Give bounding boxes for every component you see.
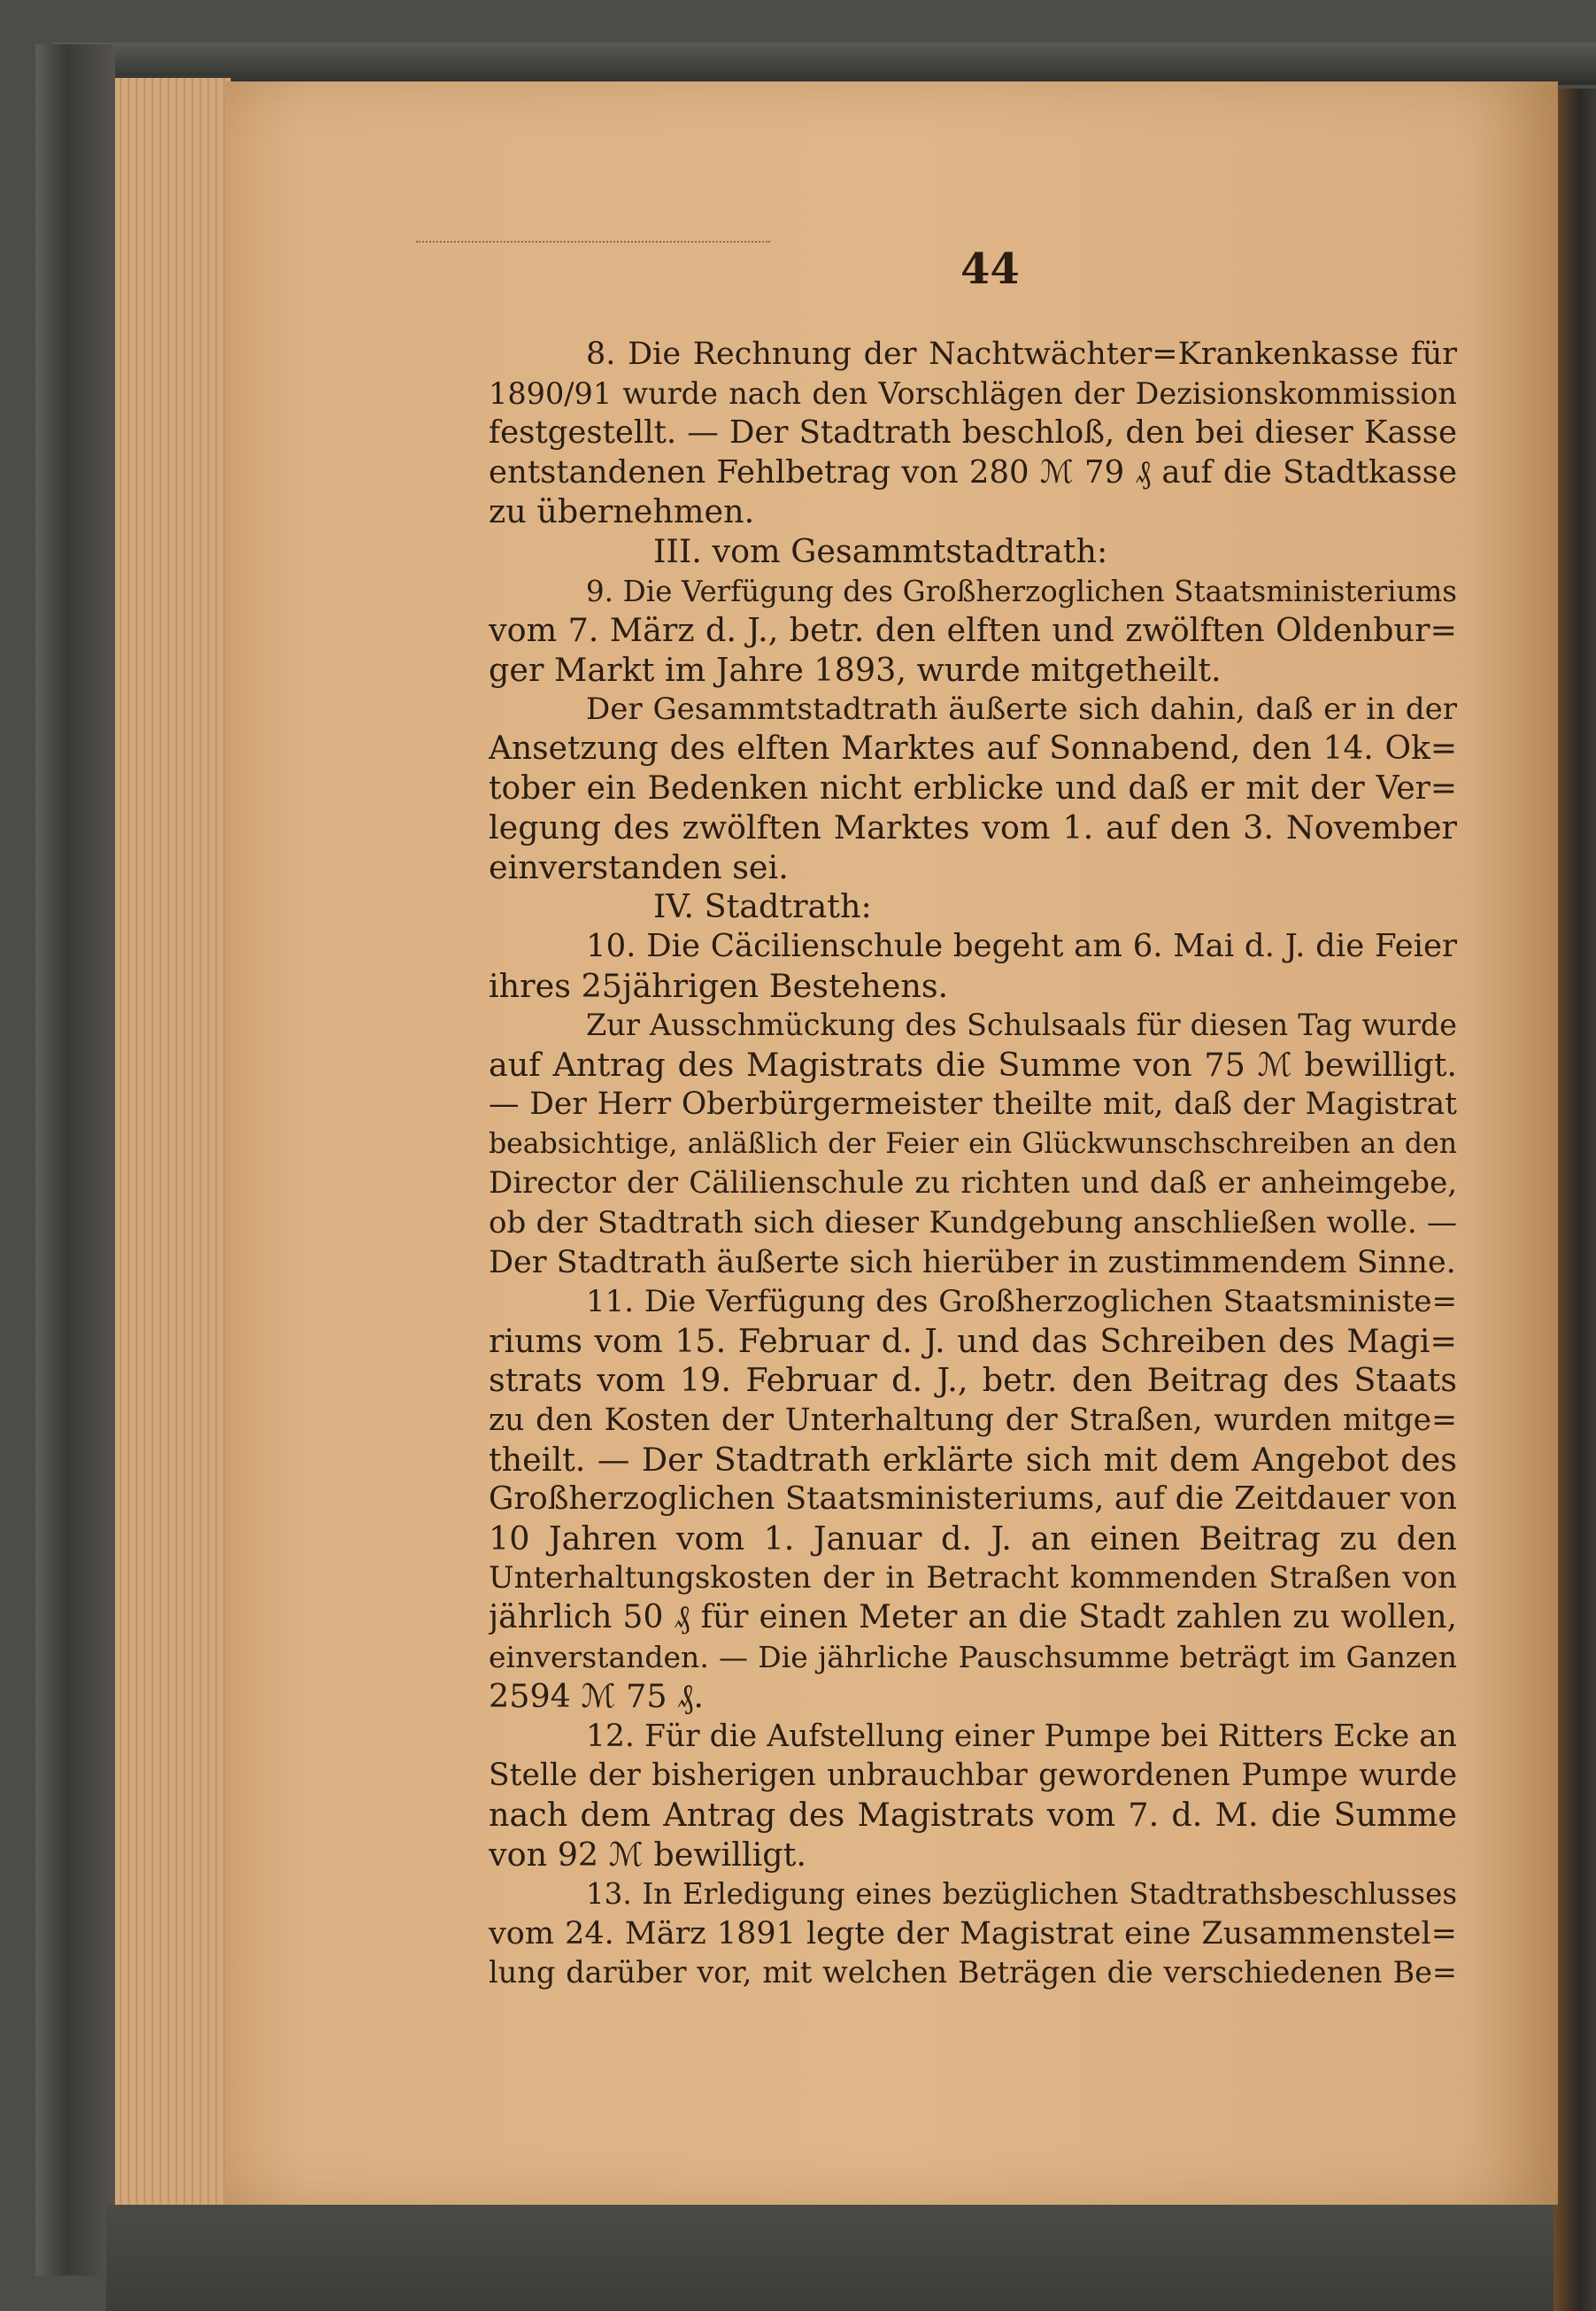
section-heading: III. vom Gesammtstadtrath: — [653, 531, 1108, 570]
text-line: einverstanden. — Die jährliche Pauschsumme beträgt im Ganzen — [489, 1639, 1457, 1674]
text-line: tober ein Bedenken nicht erblicke und daß er mit der Ver= — [489, 769, 1457, 807]
text-line: jährlich 50 ₰ für einen Meter an die Stadt zahlen zu wollen, — [489, 1599, 1457, 1635]
text-line: Der Gesammtstadtrath äußerte sich dahin, daß er in der — [586, 692, 1457, 728]
text-line: ob der Stadtrath sich dieser Kundgebung anschließen wolle. — — [489, 1205, 1457, 1241]
text-line: 13. In Erledigung eines bezüglichen Stadtrathsbeschlusses — [586, 1877, 1457, 1912]
text-line: 11. Die Verfügung des Großherzoglichen Staatsministe= — [586, 1284, 1457, 1320]
text-line: zu den Kosten der Unterhaltung der Straßen, wurden mitge= — [489, 1403, 1457, 1439]
text-line: von 92 ℳ bewilligt. — [489, 1835, 806, 1874]
text-line: 10 Jahren vom 1. Januar d. J. an einen Beitrag zu den — [489, 1519, 1457, 1557]
text-line: vom 7. März d. J., betr. den elften und zwölften Oldenbur= — [489, 611, 1457, 650]
page-number: 44 — [960, 244, 1020, 294]
text-line: Ansetzung des elften Marktes auf Sonnabend, den 14. Ok= — [489, 730, 1457, 767]
text-line: Großherzoglichen Staatsministeriums, auf die Zeitdauer von — [489, 1480, 1457, 1518]
book-cover-spine — [35, 44, 115, 2276]
text-line: 2594 ℳ 75 ₰. — [489, 1677, 705, 1716]
text-line: entstandenen Fehlbetrag von 280 ℳ 79 ₰ auf die Stadtkasse — [489, 453, 1457, 491]
text-line: 10. Die Cäcilienschule begeht am 6. Mai d. J. die Feier — [586, 927, 1457, 964]
text-line: 1890/91 wurde nach den Vorschlägen der Dezisionskommission — [489, 375, 1457, 411]
text-line: lung darüber vor, mit welchen Beträgen die verschiedenen Be= — [489, 1955, 1457, 1990]
text-line: nach dem Antrag des Magistrats vom 7. d. M. die Summe — [489, 1795, 1457, 1834]
header-rule — [416, 241, 770, 243]
text-line: Unterhaltungskosten der in Betracht kommenden Straßen von — [489, 1560, 1457, 1596]
page-stack-edges — [115, 78, 231, 2205]
text-line: beabsichtige, anläßlich der Feier ein Glückwunschschreiben an den — [489, 1127, 1457, 1160]
text-line: Stelle der bisherigen unbrauchbar gewordenen Pumpe wurde — [489, 1758, 1457, 1794]
text-line: festgestellt. — Der Stadtrath beschloß, den bei dieser Kasse — [489, 414, 1457, 452]
text-line: 8. Die Rechnung der Nachtwächter=Krankenkasse für — [586, 336, 1457, 372]
text-line: zu übernehmen. — [489, 492, 755, 531]
text-line: Director der Cälilienschule zu richten und daß er anheimgebe, — [489, 1165, 1457, 1202]
book-cover-bottom — [106, 2205, 1596, 2311]
text-line: strats vom 19. Februar d. J., betr. den Beitrag des Staats — [489, 1361, 1457, 1400]
text-line: Zur Ausschmückung des Schulsaals für diesen Tag wurde — [586, 1008, 1457, 1043]
text-line: legung des zwölften Marktes vom 1. auf den 3. November — [489, 808, 1457, 847]
book-cover-top — [53, 43, 1596, 85]
text-line: einverstanden sei. — [489, 847, 789, 886]
text-line: Der Stadtrath äußerte sich hierüber in zustimmendem Sinne. — [489, 1244, 1456, 1280]
text-line: ihres 25jährigen Bestehens. — [489, 966, 949, 1005]
text-line: 12. Für die Aufstellung einer Pumpe bei Ritters Ecke an — [586, 1718, 1457, 1754]
text-line: ger Markt im Jahre 1893, wurde mitgetheilt. — [489, 650, 1222, 689]
text-line: vom 24. März 1891 legte der Magistrat eine Zusammenstel= — [489, 1915, 1457, 1952]
text-line: theilt. — Der Stadtrath erklärte sich mit dem Angebot des — [489, 1440, 1457, 1479]
text-line: riums vom 15. Februar d. J. und das Schreiben des Magi= — [489, 1321, 1457, 1360]
text-line: 9. Die Verfügung des Großherzoglichen Staatsministeriums — [586, 574, 1457, 608]
text-line: — Der Herr Oberbürgermeister theilte mit, daß der Magistrat — [489, 1086, 1457, 1123]
page-text — [489, 335, 1457, 1993]
section-heading: IV. Stadtrath: — [653, 887, 872, 926]
book-cover-right — [1554, 89, 1596, 2311]
text-line: auf Antrag des Magistrats die Summe von 75 ℳ bewilligt. — [489, 1045, 1457, 1084]
